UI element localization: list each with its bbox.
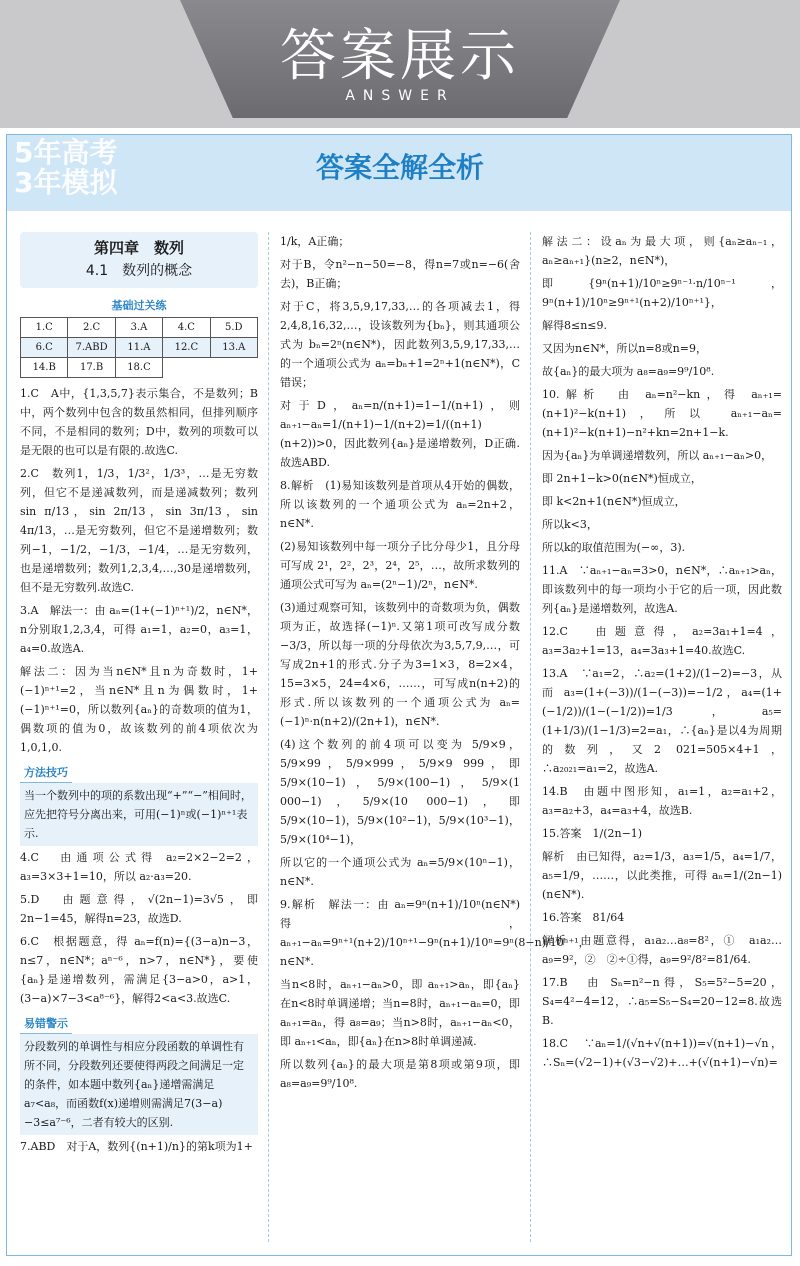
- answer-paragraph: 故{aₙ}的最大项为 a₈=a₉=9⁹/10⁸.: [542, 365, 715, 378]
- answer-cell: 17.B: [68, 358, 115, 378]
- answer-paragraph: 对于D，aₙ=n/(n+1)=1−1/(n+1)，则 aₙ₊₁−aₙ=1/(n+1)−1/(n+2)=1/((n+1)(n+2))>0，因此数列{aₙ}是递增数列，D正确.故选ABD.: [280, 399, 520, 469]
- answer-paragraph: 12.C 由题意得，a₂=3a₁+1=4，a₃=3a₂+1=13，a₄=3a₃+1=40.故选C.: [542, 625, 782, 657]
- answer-paragraph: 所以数列{aₙ}的最大项是第8项或第9项，即 a₈=a₉=9⁹/10⁸.: [280, 1058, 520, 1090]
- answer-paragraph: (3)通过观察可知，该数列中的奇数项为负，偶数项为正，故选择(−1)ⁿ.又第1项可改写成分数−3/3，所以每一项的分母依次为3,5,7,9,…，可写成2n+1的形式.分子为3=1×3，8=2×4，15=3×5，24=4×6，……，可写成n(n+2)的形式.所以该数列的一个通项公式为 aₙ=(−1)ⁿ·n(n+2)/(2n+1)，n∈N*.: [280, 601, 520, 728]
- answer-cell: 4.C: [163, 318, 210, 338]
- answer-paragraph: 9.解析 解法一：由 aₙ=9ⁿ(n+1)/10ⁿ(n∈N*)得，aₙ₊₁−aₙ=9ⁿ⁺¹(n+2)/10ⁿ⁺¹−9ⁿ(n+1)/10ⁿ=9ⁿ(8−n)/10ⁿ⁺¹，n∈N*.: [280, 898, 590, 968]
- answer-paragraph: 即 2n+1−k>0(n∈N*)恒成立，: [542, 472, 702, 485]
- answer-cell: 12.C: [163, 338, 210, 358]
- banner-title: 答案全解全析: [315, 151, 484, 184]
- answer-paragraph: 18.C ∵aₙ=1/(√n+√(n+1))=√(n+1)−√n，∴Sₙ=(√2−1)+(√3−√2)+…+(√(n+1)−√n)=: [542, 1037, 782, 1069]
- answer-cell: 14.B: [21, 358, 68, 378]
- answer-paragraph: 10.解析 由 aₙ=n²−kn，得 aₙ₊₁=(n+1)²−k(n+1)，所以 aₙ₊₁−aₙ=(n+1)²−k(n+1)−n²+kn=2n+1−k.: [542, 388, 782, 439]
- answer-paragraph: 因为{aₙ}为单调递增数列，所以 aₙ₊₁−aₙ>0，: [542, 449, 773, 462]
- answer-paragraph: 15.答案 1/(2n−1): [542, 827, 643, 840]
- answer-paragraph: 解法二：因为当n∈N*且n为奇数时，1+(−1)ⁿ⁺¹=2，当n∈N*且n为偶数时，1+(−1)ⁿ⁺¹=0，所以数列{aₙ}的奇数项的值为1，偶数项的值为0，故该数列的前4项依次为1,0,1,0.: [20, 665, 258, 754]
- answer-paragraph: 对于C，将3,5,9,17,33,…的各项减去1，得2,4,8,16,32,…，设该数列为{bₙ}，则其通项公式为 bₙ=2ⁿ(n∈N*)，因此数列3,5,9,17,33,…的一个通项公式为 aₙ=bₙ+1=2ⁿ+1(n∈N*)，C错误；: [280, 300, 520, 389]
- tip-title: 易错警示: [20, 1014, 72, 1034]
- answer-paragraph: 当n<8时，aₙ₊₁−aₙ>0，即 aₙ₊₁>aₙ，即{aₙ}在n<8时单调递增；当n=8时，aₙ₊₁−aₙ=0，即 aₙ₊₁=aₙ，得 a₈=a₉；当n>8时，aₙ₊₁−aₙ<0，即 aₙ₊₁<aₙ，即{aₙ}在n>8时单调递减.: [280, 978, 520, 1048]
- answer-paragraph: 1/k，A正确；: [280, 235, 350, 248]
- answer-paragraph: 解析 由已知得，a₂=1/3，a₃=1/5，a₄=1/7，a₅=1/9，……，以此类推，可得 aₙ=1/(2n−1)(n∈N*).: [542, 850, 782, 901]
- logo: 5年高考 3年模拟: [14, 136, 118, 199]
- answer-cell: 5.D: [210, 318, 257, 338]
- column-3: [542, 232, 782, 1242]
- answer-row: [21, 318, 258, 338]
- header-subtitle: ANSWER: [345, 88, 455, 104]
- answer-paragraph: 即{9ⁿ(n+1)/10ⁿ≥9ⁿ⁻¹·n/10ⁿ⁻¹，9ⁿ(n+1)/10ⁿ≥9ⁿ⁺¹(n+2)/10ⁿ⁺¹}，: [542, 277, 782, 309]
- basic-label: 基础过关练: [111, 299, 167, 312]
- answer-paragraph: 对于B，令n²−n−50=−8，得n=7或n=−6(舍去)，B正确；: [280, 258, 520, 290]
- answer-paragraph: 13.A ∵a₁=2，∴a₂=(1+2)/(1−2)=−3，从而 a₃=(1+(−3))/(1−(−3))=−1/2，a₄=(1+(−1/2))/(1−(−1/2))=1/3，a₅=(1+1/3)/(1−1/3)=2=a₁，∴{aₙ}是以4为周期的数列，又2 021=505×4+1，∴a₂₀₂₁=a₁=2，故选A.: [542, 667, 782, 775]
- answer-cell: 1.C: [21, 318, 68, 338]
- answer-row: [21, 358, 258, 378]
- answer-paragraph: 17.B 由 Sₙ=n²−n得，S₅=5²−5=20，S₄=4²−4=12，∴a₅=S₅−S₄=20−12=8.故选B.: [542, 976, 782, 1027]
- tip-body: 分段数列的单调性与相应分段函数的单调性有所不同，分段数列还要使得两段之间满足一定的条件，如本题中数列{aₙ}递增需满足 a₇<a₈，而函数f(x)递增则需满足7(3−a)−3≤a⁷⁻⁶，二者有较大的区别.: [20, 1034, 258, 1135]
- answer-paragraph: 16.答案 81/64: [542, 911, 625, 924]
- answer-cell: 13.A: [210, 338, 257, 358]
- answer-paragraph: 所以它的一个通项公式为 aₙ=5/9×(10ⁿ−1)，n∈N*.: [280, 856, 520, 888]
- answer-paragraph: 7.ABD 对于A，数列{(n+1)/n}的第k项为1+: [20, 1140, 253, 1153]
- answer-cell: [210, 358, 257, 378]
- answer-cell: 7.ABD: [68, 338, 115, 358]
- answer-cell: 3.A: [115, 318, 162, 338]
- answer-paragraph: 6.C 根据题意，得 aₙ=f(n)={(3−a)n−3，n≤7，n∈N*；aⁿ⁻⁶，n>7，n∈N*}，要使{aₙ}是递增数列，需满足{3−a>0，a>1，(3−a)×7−3<a⁸⁻⁶}，解得2<a<3.故选C.: [20, 935, 258, 1005]
- answer-paragraph: 所以k<3，: [542, 518, 598, 531]
- section-title: 4.1 数列的概念: [85, 263, 193, 279]
- tip-title: 方法技巧: [20, 763, 72, 783]
- chapter-header: [20, 232, 258, 288]
- column-1: [20, 232, 258, 1242]
- answer-paragraph: 解法二：设aₙ为最大项，则{aₙ≥aₙ₋₁，aₙ≥aₙ₊₁}(n≥2，n∈N*)，: [542, 235, 782, 267]
- column-divider: [530, 232, 531, 1242]
- answer-paragraph: 解析 由题意得，a₁a₂…a₈=8²，① a₁a₂…a₉=9²，② ②÷①得，a₉=9²/8²=81/64.: [542, 934, 782, 966]
- answer-row: [21, 338, 258, 358]
- chapter-title: 第四章 数列: [93, 239, 184, 257]
- answer-paragraph: (4)这个数列的前4项可以变为 5/9×9，5/9×99，5/9×999，5/9×9 999，即 5/9×(10−1)，5/9×(100−1)，5/9×(1 000−1)，5/9×(10 000−1)，即 5/9×(10−1)，5/9×(10²−1)，5/9×(10³−1)，5/9×(10⁴−1)，: [280, 738, 520, 846]
- answer-paragraph: 11.A ∵aₙ₊₁−aₙ=3>0，n∈N*，∴aₙ₊₁>aₙ，即该数列中的每一项均小于它的后一项，因此数列{aₙ}是递增数列，故选A.: [542, 564, 782, 615]
- answer-paragraph: 5.D 由题意得，√(2n−1)=3√5，即2n−1=45，解得n=23，故选D.: [20, 893, 258, 925]
- answer-paragraph: 4.C 由通项公式得 a₂=2×2−2=2，a₃=3×3+1=10，所以 a₂·a₃=20.: [20, 851, 258, 883]
- answer-paragraph: 解得8≤n≤9.: [542, 319, 608, 332]
- answer-paragraph: 又因为n∈N*，所以n=8或n=9，: [542, 342, 707, 355]
- answer-cell: 11.A: [115, 338, 162, 358]
- answer-paragraph: 所以k的取值范围为(−∞，3).: [542, 541, 686, 554]
- column-divider: [268, 232, 269, 1242]
- header-title: 答案展示: [280, 24, 520, 89]
- answer-table: [20, 317, 258, 378]
- answer-cell: 2.C: [68, 318, 115, 338]
- method-tip: [20, 763, 258, 846]
- answer-paragraph: 3.A 解法一：由 aₙ=(1+(−1)ⁿ⁺¹)/2，n∈N*，n分别取1,2,3,4，可得 a₁=1，a₂=0，a₃=1，a₄=0.故选A.: [20, 604, 258, 655]
- answer-cell: 18.C: [115, 358, 162, 378]
- answer-paragraph: 2.C 数列1，1/3，1/3²，1/3³，…是无穷数列，但它不是递减数列，而是递减数列；数列 sin π/13，sin 2π/13，sin 3π/13，sin 4π/13，…是无穷数列，但它不是递增数列；数列−1，−1/2，−1/3，−1/4，…是无穷数列，也是递增数列；数列1,2,3,4,…,30是递增数列，但不是无穷数列.故选C.: [20, 467, 258, 594]
- tip-body: 当一个数列中的项的系数出现“+”“−”相间时，应先把符号分离出来，可用(−1)ⁿ或(−1)ⁿ⁺¹表示.: [20, 783, 258, 846]
- answer-cell: [163, 358, 210, 378]
- answers-list: [20, 848, 258, 1008]
- answer-paragraph: 14.B 由题中图形知，a₁=1，a₂=a₁+2，a₃=a₂+3，a₄=a₃+4，故选B.: [542, 785, 782, 817]
- answers-list: [20, 384, 258, 757]
- answer-paragraph: 1.C A中，{1,3,5,7}表示集合，不是数列；B中，两个数列中包含的数虽然相同，但排列顺序不同，不是相同的数列；D中，数列的项数可以是无限的也可以是有限的.故选C.: [20, 387, 258, 457]
- answer-paragraph: (2)易知该数列中每一项分子比分母少1，且分母可写成 2¹，2²，2³，2⁴，2⁵，…，故所求数列的通项公式可写为 aₙ=(2ⁿ−1)/2ⁿ，n∈N*.: [280, 540, 520, 591]
- answer-paragraph: 即 k<2n+1(n∈N*)恒成立，: [542, 495, 686, 508]
- warning-tip: [20, 1014, 258, 1135]
- answer-cell: 6.C: [21, 338, 68, 358]
- answer-paragraph: 8.解析 (1)易知该数列是首项从4开始的偶数，所以该数列的一个通项公式为 aₙ=2n+2，n∈N*.: [280, 479, 520, 530]
